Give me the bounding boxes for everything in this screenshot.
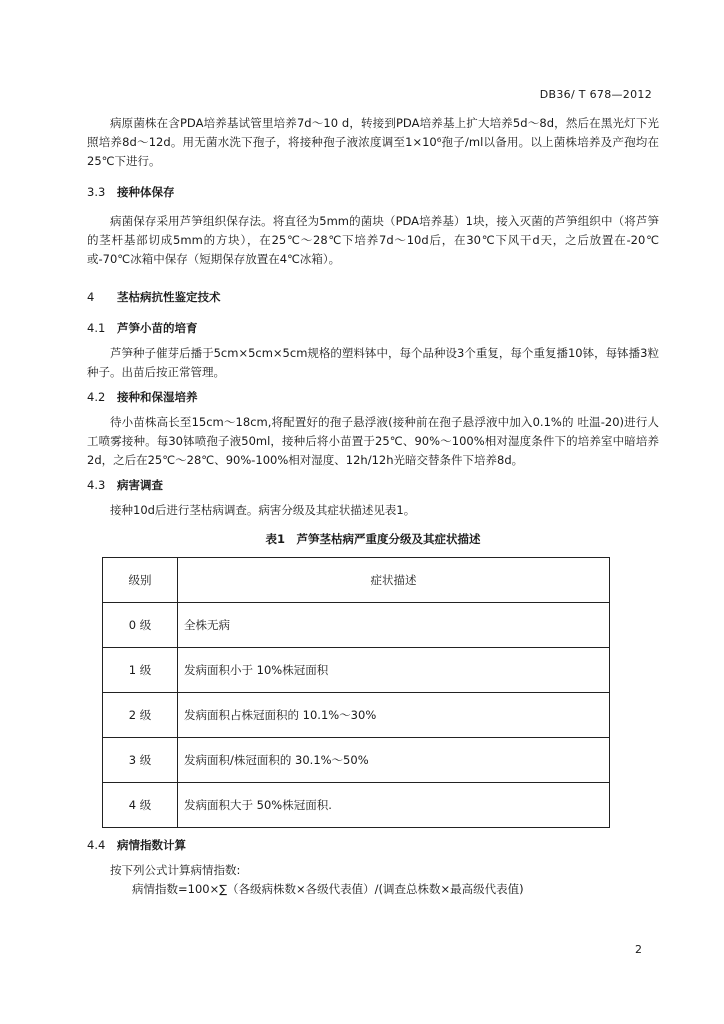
section-4-1-heading [87,319,659,338]
description-cell: 发病面积占株冠面积的 10.1%～30% [178,693,610,738]
section-4-2-heading [87,388,659,407]
description-header: 症状描述 [178,558,610,603]
description-cell: 全株无病 [178,603,610,648]
standard-code: DB36/ T 678—2012 [539,88,652,101]
page-number: 2 [635,943,642,956]
description-cell: 发病面积小于 10%株冠面积 [178,648,610,693]
level-cell: 0 级 [103,603,178,648]
section-number: 4.4 [87,838,106,852]
disease-index-formula: 病情指数=100×∑（各级病株数×各级代表值）/(调查总株数×最高级代表值) [132,882,524,896]
section-4-heading [87,288,659,307]
section-title: 病情指数计算 [117,838,186,852]
table-row [103,603,610,648]
section-4-2-paragraph: 待小苗株高长至15cm～18cm,将配置好的孢子悬浮液(接种前在孢子悬浮液中加入0.1%的 吐温-20)进行人工喷雾接种。每30钵喷孢子液50ml，接种后将小苗置于25℃、90%～100%相对湿度条件下的培养室中暗培养2d，之后在25℃～28℃、90%-100%相对湿度、12h/12h光暗交替条件下培养8d。 [87,415,659,467]
section-number: 4.1 [87,321,106,335]
severity-table [102,557,610,828]
level-header: 级别 [103,558,178,603]
section-title: 接种体保存 [117,185,175,199]
section-4-1-paragraph: 芦笋种子催芽后播于5cm×5cm×5cm规格的塑料钵中，每个品种设3个重复，每个重复播10钵，每钵播3粒种子。出苗后按正常管理。 [87,346,659,379]
section-title: 病害调查 [117,478,163,492]
level-cell: 1 级 [103,648,178,693]
section-number: 3.3 [87,185,106,199]
section-title: 茎枯病抗性鉴定技术 [117,290,221,304]
level-cell: 2 级 [103,693,178,738]
section-4-3-paragraph: 接种10d后进行茎枯病调查。病害分级及其症状描述见表1。 [110,503,416,517]
section-title: 芦笋小苗的培育 [117,321,198,335]
section-number: 4.3 [87,478,106,492]
section-4-4-heading [87,836,659,855]
table-row [103,783,610,828]
section-3-3-paragraph: 病菌保存采用芦笋组织保存法。将直径为5mm的菌块（PDA培养基）1块，接入灭菌的芦笋组织中（将芦笋的茎杆基部切成5mm的方块），在25℃～28℃下培养7d～10d后，在30℃下风干d天，之后放置在-20℃或-70℃冰箱中保存（短期保存放置在4℃冰箱）。 [87,214,659,266]
culture-paragraph: 病原菌株在含PDA培养基试管里培养7d～10 d，转接到PDA培养基上扩大培养5d～8d，然后在黑光灯下光照培养8d～12d。用无菌水洗下孢子，将接种孢子液浓度调至1×10⁶孢子/ml以备用。以上菌株培养及产孢均在25℃下进行。 [87,116,659,168]
description-cell: 发病面积大于 50%株冠面积. [178,783,610,828]
section-title: 接种和保湿培养 [117,390,198,404]
formula-intro: 按下列公式计算病情指数: [110,863,241,877]
table-row [103,738,610,783]
section-number: 4.2 [87,390,106,404]
table-row [103,693,610,738]
document-body [87,114,659,899]
level-cell: 3 级 [103,738,178,783]
table-row [103,648,610,693]
section-number: 4 [87,290,95,304]
level-cell: 4 级 [103,783,178,828]
description-cell: 发病面积/株冠面积的 30.1%～50% [178,738,610,783]
table-header-row [103,558,610,603]
table-title: 表1 芦笋茎枯病严重度分级及其症状描述 [265,532,481,546]
section-4-3-heading [87,476,659,495]
section-3-3-heading [87,183,659,202]
